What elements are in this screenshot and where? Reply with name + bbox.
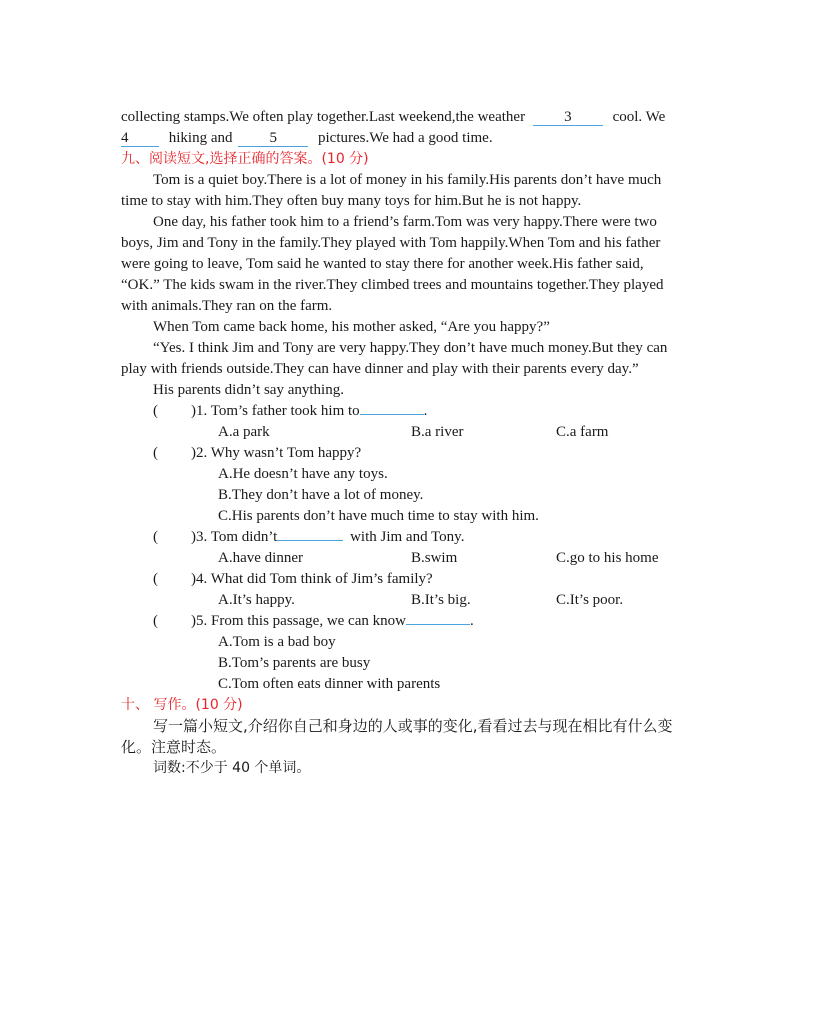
answer-paren[interactable]: (: [153, 403, 158, 419]
question-punct: .: [469, 613, 474, 629]
passage-line: Tom is a quiet boy.There is a lot of money in his family.His parents don’t have much: [153, 172, 662, 188]
option-a[interactable]: A.have dinner: [218, 550, 303, 566]
passage-line: [121, 128, 493, 148]
question-stem-end: with Jim and Tony.: [350, 529, 465, 545]
option-b[interactable]: B.They don’t have a lot of money.: [218, 487, 424, 503]
passage-line: “Yes. I think Jim and Tony are very happy.They don’t have much money.But they can: [153, 340, 668, 356]
option-b[interactable]: B.Tom’s parents are busy: [218, 655, 371, 671]
option-c[interactable]: C.go to his home: [556, 550, 659, 566]
passage-text: collecting stamps.We often play together.Last weekend,the weather: [121, 109, 526, 125]
question-text: [191, 527, 464, 547]
question-blank[interactable]: [277, 540, 343, 541]
passage-text: cool. We: [612, 109, 666, 125]
answer-blank-4[interactable]: 4: [121, 130, 159, 147]
passage-text: pictures.We had a good time.: [318, 130, 493, 146]
passage-line: When Tom came back home, his mother asked, “Are you happy?”: [153, 319, 550, 335]
passage-line: with animals.They ran on the farm.: [121, 298, 333, 314]
question-blank[interactable]: [406, 624, 470, 625]
passage-line: “OK.” The kids swam in the river.They climbed trees and mountains together.They played: [121, 277, 664, 293]
passage-text: hiking and: [168, 130, 233, 146]
option-c[interactable]: C.His parents don’t have much time to stay with him.: [218, 508, 539, 524]
passage-line: His parents didn’t say anything.: [153, 382, 344, 398]
option-a[interactable]: A.He doesn’t have any toys.: [218, 466, 388, 482]
answer-blank-5[interactable]: 5: [238, 130, 308, 147]
question-text: [191, 611, 474, 631]
question-stem: )5. From this passage, we can know: [191, 613, 406, 629]
answer-paren[interactable]: (: [153, 529, 158, 545]
section-9-heading: 九、阅读短文,选择正确的答案。(10 分): [121, 151, 369, 167]
question-stem: )3. Tom didn’t: [191, 529, 278, 545]
answer-paren[interactable]: (: [153, 613, 158, 629]
passage-line: time to stay with him.They often buy many toys for him.But he is not happy.: [121, 193, 582, 209]
option-a[interactable]: A.a park: [218, 424, 270, 440]
passage-line: play with friends outside.They can have dinner and play with their parents every day.”: [121, 361, 639, 377]
passage-line: One day, his father took him to a friend’s farm.Tom was very happy.There were two: [153, 214, 657, 230]
passage-line: were going to leave, Tom said he wanted to stay there for another week.His father said,: [121, 256, 644, 272]
question-blank[interactable]: [360, 414, 424, 415]
passage-line: boys, Jim and Tony in the family.They played with Tom happily.When Tom and his father: [121, 235, 661, 251]
writing-prompt: 写一篇小短文,介绍你自己和身边的人或事的变化,看看过去与现在相比有什么变: [153, 717, 673, 735]
option-a[interactable]: A.It’s happy.: [218, 592, 295, 608]
passage-line: [121, 107, 665, 127]
option-b[interactable]: B.It’s big.: [411, 592, 471, 608]
option-b[interactable]: B.swim: [411, 550, 458, 566]
word-count-requirement: 词数:不少于 40 个单词。: [153, 760, 311, 776]
question-stem: )1. Tom’s father took him to: [191, 403, 360, 419]
question-stem: )4. What did Tom think of Jim’s family?: [191, 571, 433, 587]
section-10-heading: 十、 写作。(10 分): [121, 697, 243, 713]
question-text: [191, 401, 427, 421]
answer-paren[interactable]: (: [153, 445, 158, 461]
option-c[interactable]: C.It’s poor.: [556, 592, 624, 608]
question-punct: .: [423, 403, 428, 419]
answer-blank-3[interactable]: 3: [533, 109, 603, 126]
question-stem: )2. Why wasn’t Tom happy?: [191, 445, 362, 461]
writing-prompt: 化。注意时态。: [121, 738, 227, 756]
answer-paren[interactable]: (: [153, 571, 158, 587]
option-c[interactable]: C.a farm: [556, 424, 609, 440]
option-c[interactable]: C.Tom often eats dinner with parents: [218, 676, 441, 692]
option-b[interactable]: B.a river: [411, 424, 464, 440]
option-a[interactable]: A.Tom is a bad boy: [218, 634, 336, 650]
